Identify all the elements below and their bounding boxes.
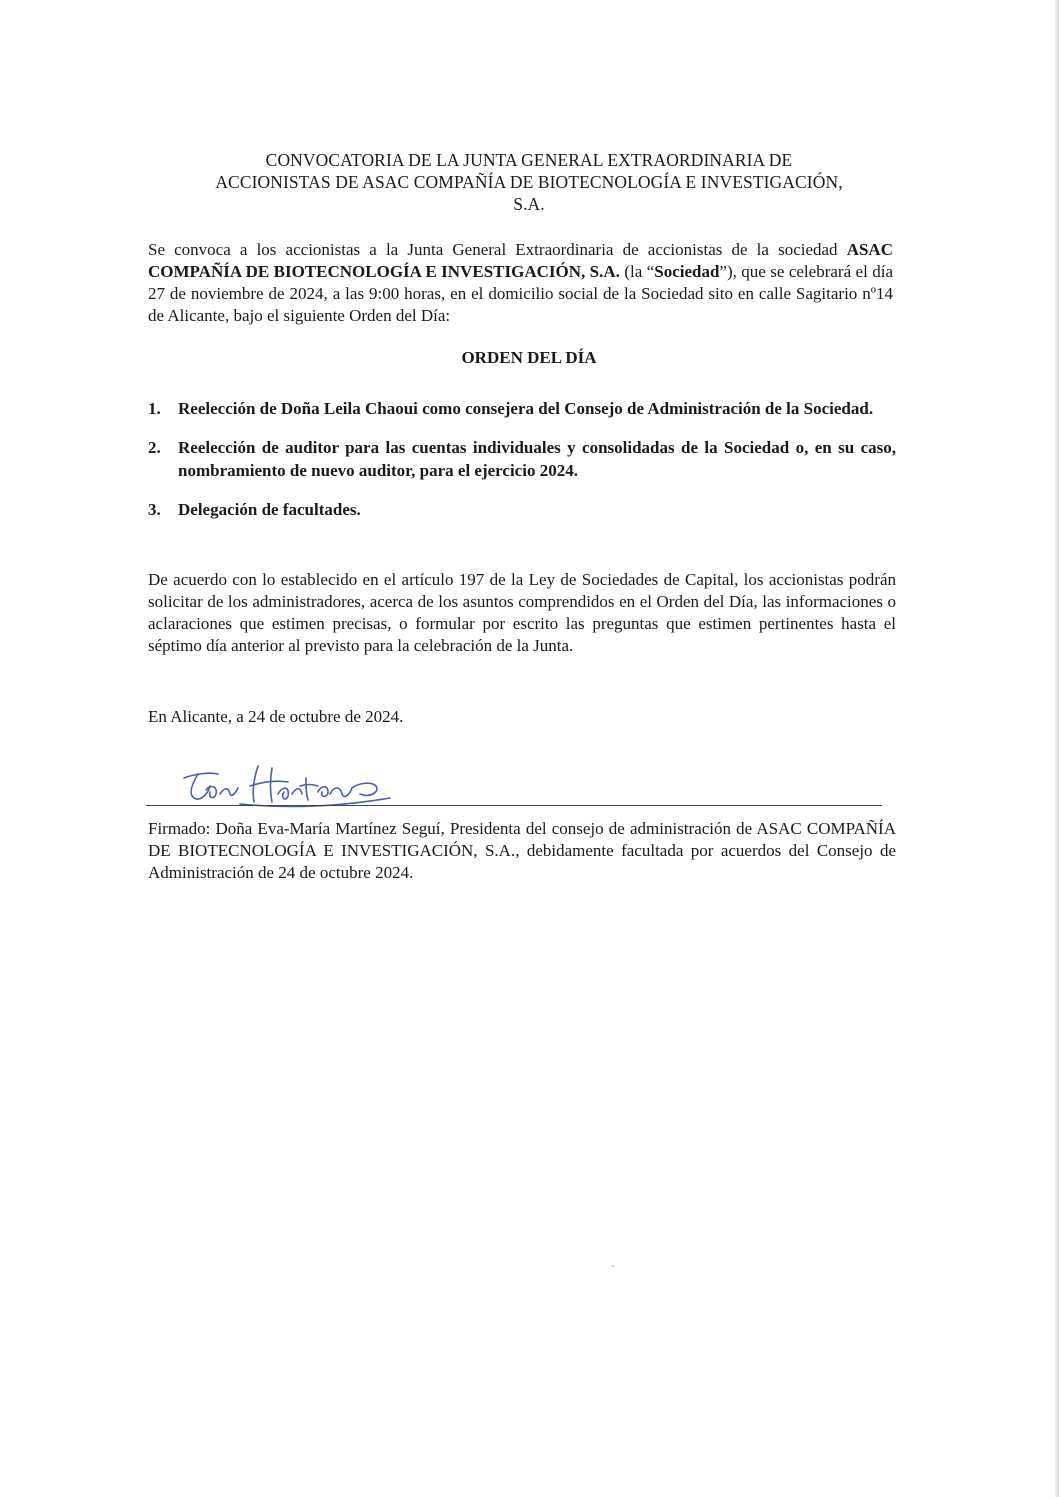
agenda-item-number: 2.	[148, 438, 161, 457]
intro-text-1: Se convoca a los accionistas a la Junta General Extraordinaria de accionistas de la sociedad	[148, 240, 847, 259]
agenda-item	[148, 498, 896, 521]
intro-paragraph	[148, 239, 893, 327]
shareholder-rights-paragraph: De acuerdo con lo establecido en el artículo 197 de la Ley de Sociedades de Capital, los accionistas podrán solicitar de los administradores, acerca de los asuntos comprendidos en el Orden del Día, las informaciones o aclaraciones que estimen precisas, o formular por escrito las preguntas que estimen pertinentes hasta el séptimo día anterior al previsto para la celebración de la Junta.	[148, 570, 896, 655]
intro-text-2: (la “	[619, 262, 655, 281]
page-edge-shadow	[1055, 0, 1059, 1497]
intro-sociedad-term: Sociedad	[654, 262, 720, 281]
agenda-item-text: Reelección de auditor para las cuentas individuales y consolidadas de la Sociedad o, en su caso, nombramiento de nuevo auditor, para el ejercicio 2024.	[178, 438, 896, 480]
title-line-3: S.A.	[513, 194, 545, 214]
intro-company-name: ASAC COMPAÑÍA DE BIOTECNOLOGÍA E INVESTIGACIÓN, S.A.	[148, 240, 893, 281]
agenda-item	[148, 397, 896, 420]
agenda-item-number: 3.	[148, 500, 161, 519]
agenda-list	[148, 397, 896, 521]
signature-line	[146, 805, 882, 806]
intro-text-3: ”), que se celebrará el día 27 de noviembre de 2024, a las 9:00 horas, en el domicilio social de la Sociedad sito en calle Sagitario nº14 de Alicante, bajo el siguiente Orden del Día:	[148, 262, 893, 325]
agenda-heading: ORDEN DEL DÍA	[461, 348, 597, 367]
document-title	[148, 149, 910, 215]
agenda-item	[148, 436, 896, 482]
title-line-1: CONVOCATORIA DE LA JUNTA GENERAL EXTRAORDINARIA DE	[265, 150, 793, 170]
title-line-2: ACCIONISTAS DE ASAC COMPAÑÍA DE BIOTECNOLOGÍA E INVESTIGACIÓN,	[215, 172, 843, 192]
scan-speck	[612, 1265, 614, 1267]
place-and-date: En Alicante, a 24 de octubre de 2024.	[148, 707, 404, 726]
agenda-item-text: Reelección de Doña Leila Chaoui como consejera del Consejo de Administración de la Sociedad.	[178, 399, 874, 418]
signatory-statement: Firmado: Doña Eva-María Martínez Seguí, Presidenta del consejo de administración de ASAC COMPAÑÍA DE BIOTECNOLOGÍA E INVESTIGACIÓN, S.A., debidamente facultada por acuerdos del Consejo de Administración de 24 de octubre 2024.	[148, 819, 896, 882]
agenda-item-text: Delegación de facultades.	[178, 500, 361, 519]
agenda-item-number: 1.	[148, 399, 161, 418]
